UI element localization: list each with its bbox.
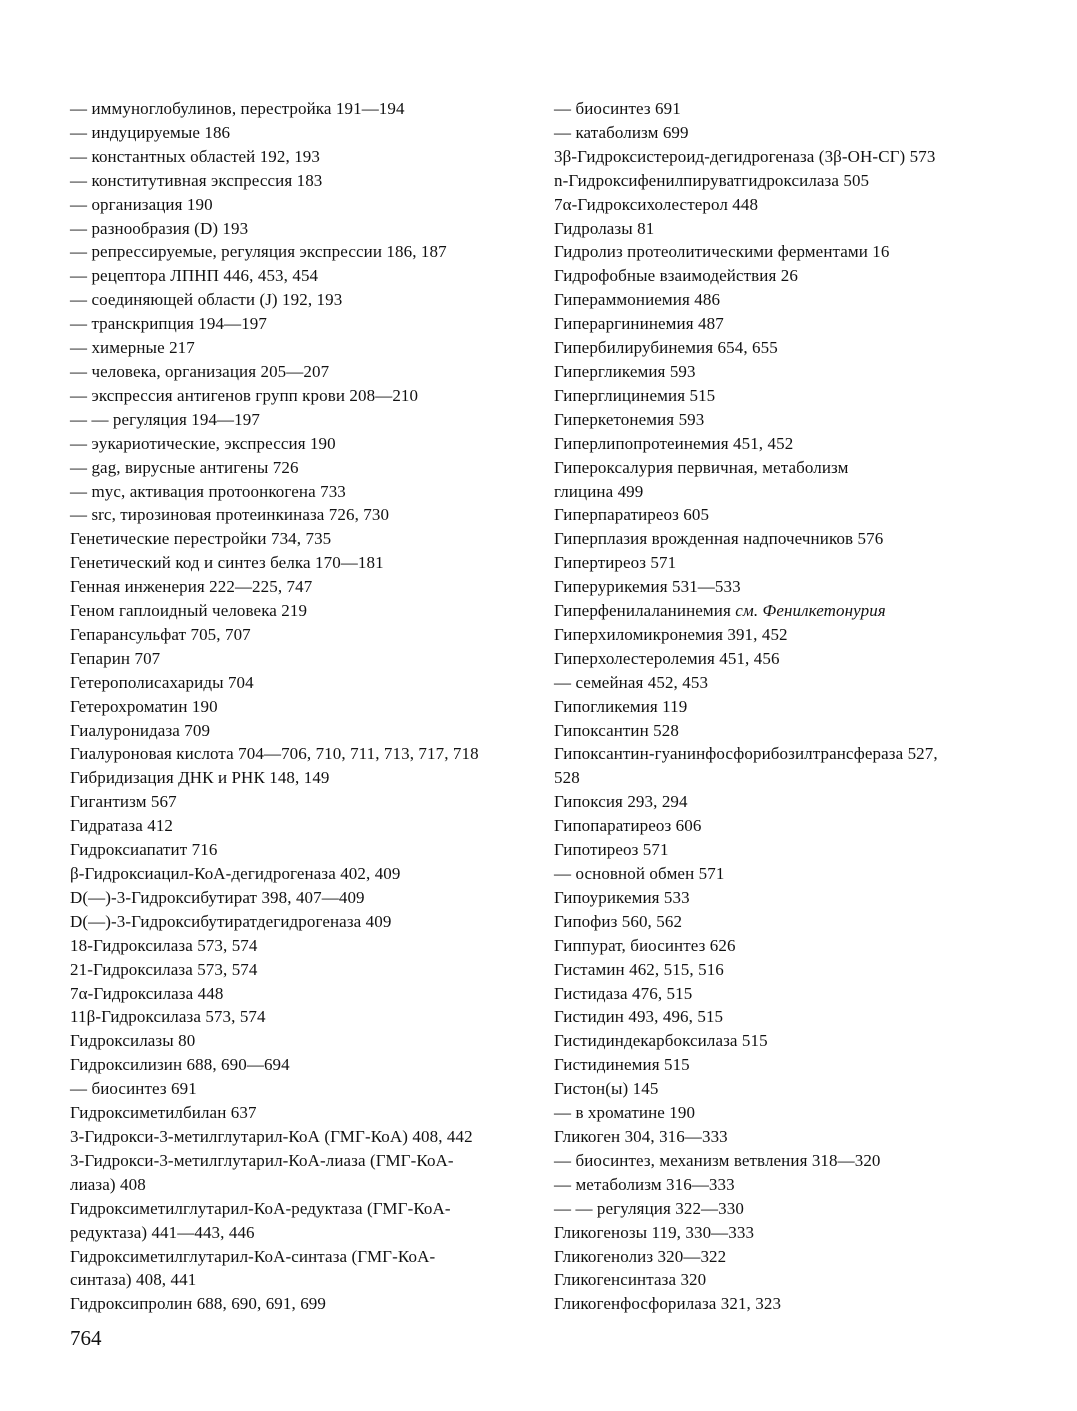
index-entry: — метаболизм 316—333: [554, 1174, 735, 1194]
index-entry: Гипергликемия 593: [554, 361, 696, 381]
index-entry: — gag, вирусные антигены 726: [70, 457, 299, 477]
index-entry: — транскрипция 194—197: [70, 314, 267, 334]
index-entry: Гистидинемия 515: [554, 1055, 690, 1075]
index-entry: Гистидин 493, 496, 515: [554, 1007, 724, 1027]
index-entry: — — регуляция 322—330: [554, 1198, 744, 1218]
index-entry: глицина 499: [554, 481, 644, 501]
index-entry: Гипогликемия 119: [554, 696, 688, 716]
index-entry: Гипофиз 560, 562: [554, 911, 683, 931]
index-column-right: [554, 97, 994, 1316]
index-entry: 7α-Гидроксилаза 448: [70, 983, 224, 1003]
index-entry: Гидроксипролин 688, 690, 691, 699: [70, 1294, 327, 1314]
index-entry: Гликогенозы 119, 330—333: [554, 1222, 755, 1242]
index-entry: Гибридизация ДНК и РНК 148, 149: [70, 768, 330, 788]
index-entry: Гиперлипопротеинемия 451, 452: [554, 433, 794, 453]
index-entry: Гидрофобные взаимодействия 26: [554, 266, 798, 286]
index-entry: Генетический код и синтез белка 170—181: [70, 553, 384, 573]
index-entry: D(—)-3-Гидроксибутират 398, 407—409: [70, 887, 365, 907]
index-entry: Генная инженерия 222—225, 747: [70, 577, 313, 597]
index-entry: Гиперпаратиреоз 605: [554, 505, 710, 525]
index-entry: — биосинтез 691: [554, 99, 681, 118]
index-entry: Гликоген 304, 316—333: [554, 1126, 728, 1146]
index-entry: — организация 190: [70, 194, 213, 214]
index-entry: Гидроксилазы 80: [70, 1031, 196, 1051]
index-entry: Гетерохроматин 190: [70, 696, 218, 716]
index-entry: — соединяющей области (J) 192, 193: [70, 290, 343, 310]
index-entry: Гидроксиапатит 716: [70, 840, 218, 860]
index-entry: — рецептора ЛПНП 446, 453, 454: [70, 266, 319, 286]
index-entry: [554, 599, 994, 623]
index-entry: — конститутивная экспрессия 183: [70, 170, 323, 190]
index-entry: Гидроксилизин 688, 690—694: [70, 1055, 290, 1075]
index-entry: Гипераргининемия 487: [554, 314, 724, 334]
index-entry: — биосинтез 691: [70, 1079, 197, 1099]
index-entry: n-Гидроксифенилпируватгидроксилаза 505: [554, 170, 870, 190]
index-entry: Гиалуронидаза 709: [70, 720, 211, 740]
index-entry: Гипербилирубинемия 654, 655: [554, 338, 778, 358]
index-entry: — в хроматине 190: [554, 1103, 696, 1123]
index-entry: лиаза) 408: [70, 1174, 146, 1194]
index-entry: D(—)-3-Гидроксибутиратдегидрогеназа 409: [70, 911, 392, 931]
index-entry: — катаболизм 699: [554, 122, 689, 142]
index-entry: Гидроксиметилбилан 637: [70, 1103, 257, 1123]
index-entry: 7α-Гидроксихолестерол 448: [554, 194, 759, 214]
index-entry: Гигантизм 567: [70, 792, 177, 812]
index-entry: 3β-Гидроксистероид-дегидрогеназа (3β-ОН-СГ) 573: [554, 146, 936, 166]
index-entry: Гидролазы 81: [554, 218, 655, 238]
index-entry: β-Гидроксиацил-КоА-дегидрогеназа 402, 409: [70, 864, 401, 883]
index-entry: 21-Гидроксилаза 573, 574: [70, 959, 258, 979]
index-entry: Гипотиреоз 571: [554, 840, 669, 860]
index-entry: — константных областей 192, 193: [70, 146, 320, 166]
index-entry: 3-Гидрокси-3-метилглутарил-КоА-лиаза (ГМГ-КоА-: [70, 1150, 454, 1170]
index-entry: Генетические перестройки 734, 735: [70, 529, 332, 549]
index-entry: Гетерополисахариды 704: [70, 672, 254, 692]
index-entry: Гидратаза 412: [70, 816, 174, 836]
index-entry: — src, тирозиновая протеинкиназа 726, 730: [70, 505, 390, 525]
index-entry: Гиалуроновая кислота 704—706, 710, 711, 713, 717, 718: [70, 744, 479, 764]
cross-reference: см. Фенилкетонурия: [735, 601, 886, 621]
index-entry: — разнообразия (D) 193: [70, 218, 249, 238]
index-entry: Гипоурикемия 533: [554, 887, 690, 907]
index-entry: Гиперхиломикронемия 391, 452: [554, 624, 788, 644]
index-entry: Гиперкетонемия 593: [554, 409, 705, 429]
index-entry: Гиперхолестеролемия 451, 456: [554, 648, 780, 668]
index-entry: Гиперглицинемия 515: [554, 385, 716, 405]
index-entry: 18-Гидроксилаза 573, 574: [70, 935, 258, 955]
index-entry: Гликогенолиз 320—322: [554, 1246, 727, 1266]
index-entry: Гепарин 707: [70, 648, 161, 668]
index-entry: 11β-Гидроксилаза 573, 574: [70, 1007, 266, 1027]
index-entry: Гистон(ы) 145: [554, 1079, 659, 1099]
index-entry: Гиперурикемия 531—533: [554, 577, 741, 597]
index-entry: — иммуноглобулинов, перестройка 191—194: [70, 99, 405, 118]
index-entry: Гликогенсинтаза 320: [554, 1270, 707, 1290]
index-entry: — семейная 452, 453: [554, 672, 709, 692]
index-entry: Гистамин 462, 515, 516: [554, 959, 724, 979]
page-number: 764: [70, 1326, 102, 1350]
index-entry: — человека, организация 205—207: [70, 361, 330, 381]
index-entry: Гиперплазия врожденная надпочечников 576: [554, 529, 884, 549]
index-entry: — репрессируемые, регуляция экспрессии 186, 187: [70, 242, 447, 262]
index-entry: — химерные 217: [70, 338, 195, 358]
index-entry: Гистидиндекарбоксилаза 515: [554, 1031, 768, 1051]
index-entry: Гепарансульфат 705, 707: [70, 624, 251, 644]
index-entry: — — регуляция 194—197: [70, 409, 260, 429]
index-entry: Гидроксиметилглутарил-КоА-редуктаза (ГМГ-КоА-: [70, 1198, 451, 1218]
index-entry: 3-Гидрокси-3-метилглутарил-КоА (ГМГ-КоА) 408, 442: [70, 1126, 473, 1146]
index-entry: Гиппурат, биосинтез 626: [554, 935, 736, 955]
index-entry: синтаза) 408, 441: [70, 1270, 197, 1290]
index-entry: Гипераммониемия 486: [554, 290, 721, 310]
index-entry: Гипоксия 293, 294: [554, 792, 688, 812]
index-entry: — индуцируемые 186: [70, 122, 231, 142]
index-column-left: [70, 97, 540, 1316]
index-entry: — экспрессия антигенов групп крови 208—210: [70, 385, 419, 405]
index-entry: Гипоксантин 528: [554, 720, 679, 740]
index-entry: Геном гаплоидный человека 219: [70, 601, 308, 621]
index-term: Гиперфенилаланинемия: [554, 601, 731, 621]
index-entry: Гипоксантин-гуанинфосфорибозилтрансфераза 527,: [554, 744, 938, 764]
index-entry: редуктаза) 441—443, 446: [70, 1222, 255, 1242]
index-entry: Гипертиреоз 571: [554, 553, 677, 573]
index-entry: — биосинтез, механизм ветвления 318—320: [554, 1150, 881, 1170]
index-entry: — основной обмен 571: [554, 864, 725, 883]
index-entry: 528: [554, 768, 580, 788]
index-entry: Гипопаратиреоз 606: [554, 816, 702, 836]
index-entry: — myc, активация протоонкогена 733: [70, 481, 346, 501]
index-entry: Гликогенфосфорилаза 321, 323: [554, 1294, 782, 1314]
index-entry: Гидроксиметилглутарил-КоА-синтаза (ГМГ-КоА-: [70, 1246, 436, 1266]
index-entry: Гидролиз протеолитическими ферментами 16: [554, 242, 890, 262]
index-entry: Гистидаза 476, 515: [554, 983, 693, 1003]
index-entry: — эукариотические, экспрессия 190: [70, 433, 336, 453]
index-entry: Гипероксалурия первичная, метаболизм: [554, 457, 849, 477]
